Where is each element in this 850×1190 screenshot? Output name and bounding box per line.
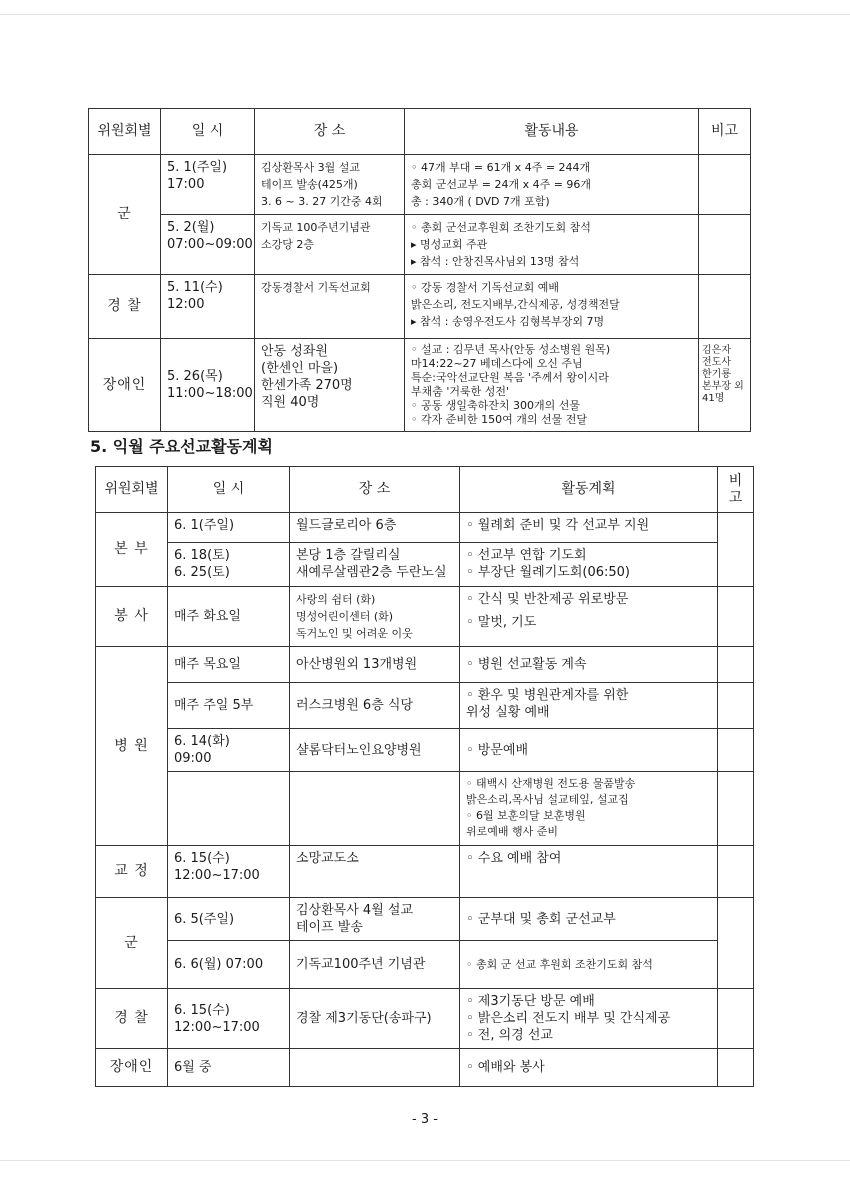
date-cell: 6월 중	[168, 1049, 290, 1087]
activity-cell: ◦ 환우 및 병원관계자를 위한 위성 실황 예배	[460, 683, 718, 729]
date-cell: 매주 목요일	[168, 647, 290, 683]
place-cell: 사랑의 쉼터 (화) 명성어린이센터 (화) 독거노인 및 어려운 이웃	[290, 587, 460, 647]
date-cell: 6. 5(주일)	[168, 898, 290, 941]
header-date: 일 시	[168, 467, 290, 513]
date-cell: 6. 15(수) 12:00~17:00	[168, 846, 290, 898]
table-row	[96, 941, 754, 989]
category-cell: 병 원	[96, 647, 168, 846]
place-cell: 김상환목사 4월 설교 테이프 발송	[290, 898, 460, 941]
note-cell	[718, 729, 754, 772]
table-row	[96, 647, 754, 683]
date-cell: 6. 14(화) 09:00	[168, 729, 290, 772]
table-row	[96, 543, 754, 587]
place-cell: 러스크병원 6층 식당	[290, 683, 460, 729]
activity-plan-table	[95, 466, 754, 1087]
header-note: 비고	[699, 109, 751, 155]
category-cell: 군	[96, 898, 168, 989]
activity-cell: ◦ 월례회 준비 및 각 선교부 지원	[460, 513, 718, 543]
table-row	[89, 275, 751, 339]
category-cell: 본 부	[96, 513, 168, 587]
activity-report-table	[88, 108, 751, 432]
place-cell: 안동 성좌원 (한센인 마을) 한센가족 270명 직원 40명	[255, 339, 405, 432]
category-cell: 장애인	[89, 339, 161, 432]
activity-cell: ◦ 예배와 봉사	[460, 1049, 718, 1087]
table-header-row	[96, 467, 754, 513]
note-cell	[718, 772, 754, 846]
header-activity: 활동내용	[405, 109, 699, 155]
header-place: 장 소	[290, 467, 460, 513]
activity-cell: ◦ 군부대 및 총회 군선교부	[460, 898, 718, 941]
table-row	[96, 989, 754, 1049]
date-cell: 매주 주일 5부	[168, 683, 290, 729]
page-number: - 3 -	[412, 1112, 438, 1127]
activity-cell: ◦ 선교부 연합 기도회 ◦ 부장단 월례기도회(06:50)	[460, 543, 718, 587]
table-row	[96, 898, 754, 941]
note-cell	[699, 155, 751, 215]
place-cell	[290, 1049, 460, 1087]
note-cell	[718, 1049, 754, 1087]
note-cell	[718, 683, 754, 729]
activity-cell: ◦ 설교 : 김무년 목사(안동 성소병원 원목) 마14:22~27 베데스다에 오신 주님 특순:국악선교단원 복음 '주께서 왕이시라 부채춤 '거룩한 성전' ◦ 공동 생일축하잔치 300개의 선물 ◦ 각자 준비한 150여 개의 선물 전달	[405, 339, 699, 432]
place-cell: 경찰 제3기동단(송파구)	[290, 989, 460, 1049]
header-place: 장 소	[255, 109, 405, 155]
activity-cell: ◦ 강동 경찰서 기독선교회 예배 밝은소리, 전도지배부,간식제공, 성경책전달 ▸ 참석 : 송영우전도사 김형복부장외 7명	[405, 275, 699, 339]
note-cell	[718, 587, 754, 647]
table-row	[89, 339, 751, 432]
date-cell: 6. 1(주일)	[168, 513, 290, 543]
place-cell: 기독교 100주년기념관 소강당 2층	[255, 215, 405, 275]
date-cell: 5. 1(주일) 17:00	[161, 155, 255, 215]
activity-cell: ◦ 제3기동단 방문 예배 ◦ 밝은소리 전도지 배부 및 간식제공 ◦ 전, 의경 선교	[460, 989, 718, 1049]
category-cell: 교 정	[96, 846, 168, 898]
note-cell	[718, 513, 754, 587]
date-cell: 6. 6(월) 07:00	[168, 941, 290, 989]
activity-cell: ◦ 총회 군 선교 후원회 조찬기도회 참석	[460, 941, 718, 989]
table-row	[89, 215, 751, 275]
activity-cell: ◦ 방문예배	[460, 729, 718, 772]
note-cell	[718, 846, 754, 898]
note-cell	[718, 898, 754, 989]
activity-cell: ◦ 총회 군선교후원회 조찬기도회 참석 ▸ 명성교회 주관 ▸ 참석 : 안창진목사님외 13명 참석	[405, 215, 699, 275]
date-cell	[168, 772, 290, 846]
note-cell: 김은자 전도사 한기룡 본부장 외 41명	[699, 339, 751, 432]
table-row	[96, 1049, 754, 1087]
activity-cell: ◦ 병원 선교활동 계속	[460, 647, 718, 683]
place-cell: 김상환목사 3월 설교 테이프 발송(425개) 3. 6 ~ 3. 27 기간중 4회	[255, 155, 405, 215]
note-cell	[718, 647, 754, 683]
activity-cell: ◦ 47개 부대 = 61개 x 4주 = 244개 총회 군선교부 = 24개 x 4주 = 96개 총 : 340개 ( DVD 7개 포함)	[405, 155, 699, 215]
table-row	[96, 729, 754, 772]
table-row	[96, 683, 754, 729]
note-cell	[718, 989, 754, 1049]
header-date: 일 시	[161, 109, 255, 155]
date-cell: 5. 26(목) 11:00~18:00	[161, 339, 255, 432]
category-cell: 군	[89, 155, 161, 275]
table-header-row	[89, 109, 751, 155]
table-row	[96, 513, 754, 543]
place-cell: 강동경찰서 기독선교회	[255, 275, 405, 339]
place-cell: 샬롬닥터노인요양병원	[290, 729, 460, 772]
header-note: 비고	[718, 467, 754, 513]
table-row	[96, 587, 754, 647]
category-cell: 경 찰	[89, 275, 161, 339]
place-cell: 기독교100주년 기념관	[290, 941, 460, 989]
place-cell: 본당 1층 갈릴리실 새예루살렘관2층 두란노실	[290, 543, 460, 587]
place-cell: 소망교도소	[290, 846, 460, 898]
note-cell	[699, 215, 751, 275]
place-cell: 월드글로리아 6층	[290, 513, 460, 543]
activity-cell: ◦ 간식 및 반찬제공 위로방문 ◦ 말벗, 기도	[460, 587, 718, 647]
header-committee: 위원회별	[89, 109, 161, 155]
category-cell: 봉 사	[96, 587, 168, 647]
place-cell: 아산병원외 13개병원	[290, 647, 460, 683]
date-cell: 6. 18(토) 6. 25(토)	[168, 543, 290, 587]
category-cell: 경 찰	[96, 989, 168, 1049]
table-row	[96, 772, 754, 846]
date-cell: 6. 15(수) 12:00~17:00	[168, 989, 290, 1049]
category-cell: 장애인	[96, 1049, 168, 1087]
section-title: 5. 익월 주요선교활동계획	[90, 437, 273, 456]
activity-cell: ◦ 수요 예배 참여	[460, 846, 718, 898]
place-cell	[290, 772, 460, 846]
table-row	[96, 846, 754, 898]
date-cell: 5. 11(수) 12:00	[161, 275, 255, 339]
header-committee: 위원회별	[96, 467, 168, 513]
header-plan: 활동계획	[460, 467, 718, 513]
table-row	[89, 155, 751, 215]
note-cell	[699, 275, 751, 339]
date-cell: 5. 2(월) 07:00~09:00	[161, 215, 255, 275]
activity-cell: ◦ 태백시 산재병원 전도용 물품발송 밝은소리,목사님 설교테잎, 설교집 ◦ 6월 보훈의달 보훈병원 위로예배 행사 준비	[460, 772, 718, 846]
date-cell: 매주 화요일	[168, 587, 290, 647]
